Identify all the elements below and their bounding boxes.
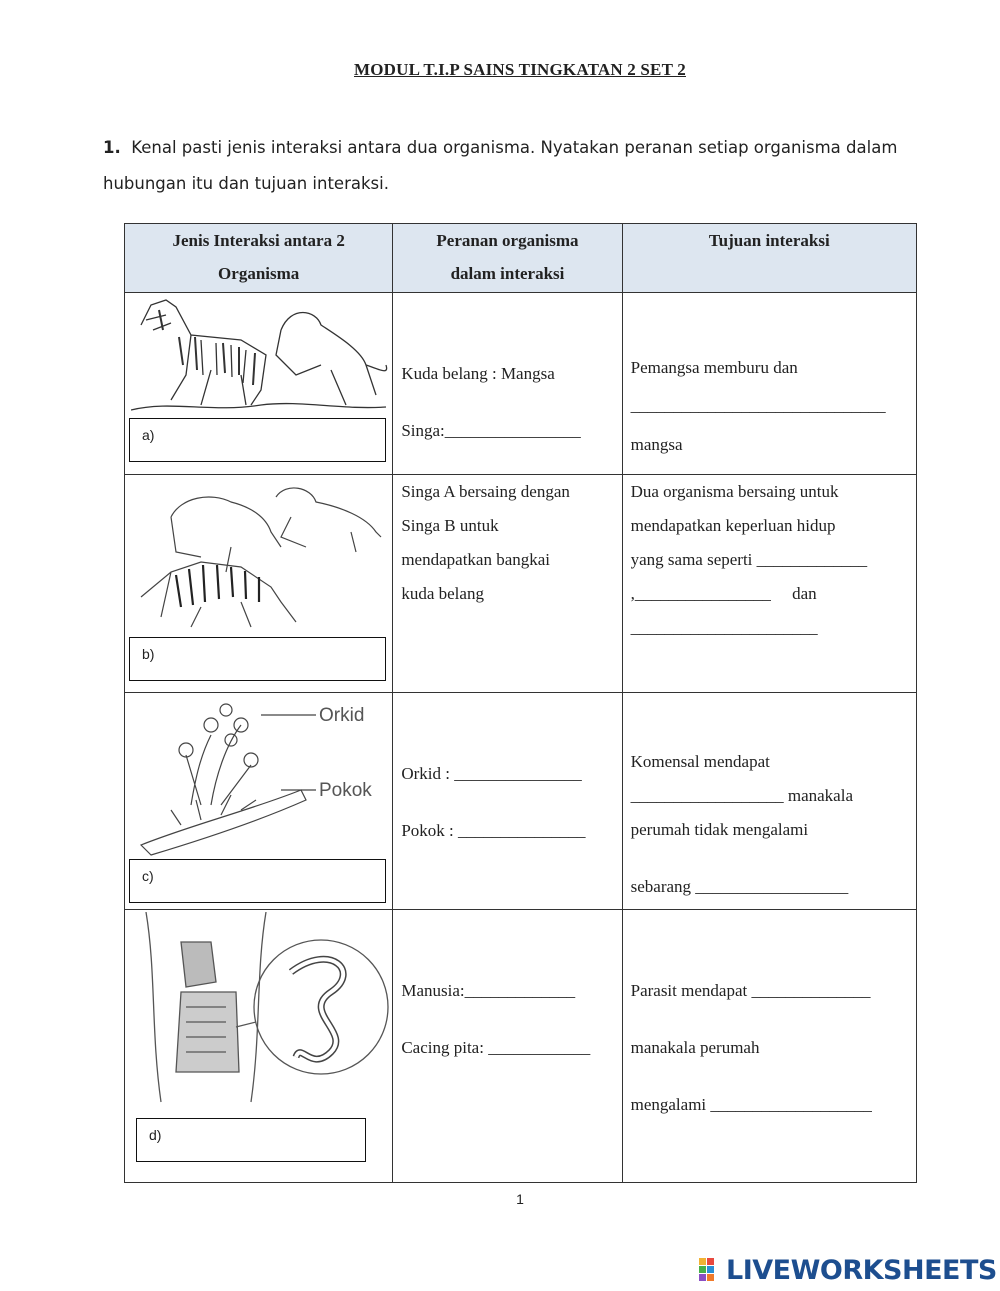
image-cell-a [125,293,393,475]
lions-competing-illustration [131,477,391,632]
page-number: 1 [516,1191,524,1207]
purpose-line: Parasit mendapat ______________ [630,981,871,1000]
interaction-table [124,223,917,1183]
orchid-tree-illustration [131,695,391,860]
question-text-line2: hubungan itu dan tujuan interaksi. [103,174,389,193]
purpose-line: mangsa [630,435,683,454]
answer-box-b[interactable]: b) [129,637,386,681]
answer-box-a[interactable]: a) [129,418,386,462]
purpose-line: Pemangsa memburu dan [630,358,798,377]
liveworksheets-logo-icon [698,1257,724,1283]
role-cell-c [393,693,622,910]
header-interaction-type: Jenis Interaksi antara 2 Organisma [125,224,393,293]
table-row [125,475,917,693]
logo-text: LIVEWORKSHEETS [726,1254,997,1286]
header-purpose: Tujuan interaksi [622,224,916,293]
role-line: Singa B untuk [401,516,499,535]
orchid-image-label: Orkid [319,705,365,726]
answer-box-d[interactable]: d) [136,1118,366,1162]
question-number: 1. [103,138,121,157]
table-row [125,293,917,475]
purpose-line: ______________________ [630,618,818,637]
purpose-cell-a [622,293,916,475]
role-line: Singa A bersaing dengan [401,482,570,501]
table-header-row [125,224,917,293]
image-cell-c [125,693,393,910]
purpose-line: sebarang __________________ [630,877,849,896]
role-line: Manusia:_____________ [401,981,576,1000]
purpose-line: __________________ manakala [630,786,853,805]
purpose-line: yang sama seperti _____________ [630,550,868,569]
purpose-line: manakala perumah [630,1038,760,1057]
role-line: Cacing pita: ____________ [401,1038,591,1057]
role-line: Kuda belang : Mangsa [401,364,555,383]
image-cell-d [125,910,393,1183]
role-cell-a [393,293,622,475]
role-line: kuda belang [401,584,484,603]
answer-box-c[interactable]: c) [129,859,386,903]
page-title: MODUL T.I.P SAINS TINGKATAN 2 SET 2 [354,60,686,79]
purpose-cell-d [622,910,916,1183]
question-text-line1: Kenal pasti jenis interaksi antara dua organisma. Nyatakan peranan setiap organisma dalam [131,138,898,157]
role-line: Orkid : _______________ [401,764,582,783]
purpose-cell-b [622,475,916,693]
purpose-line: mengalami ___________________ [630,1095,872,1114]
role-cell-d [393,910,622,1183]
purpose-line: Komensal mendapat [630,752,770,771]
table-row [125,693,917,910]
tapeworm-human-illustration [131,912,391,1107]
purpose-line: Dua organisma bersaing untuk [630,482,839,501]
header-organism-role: Peranan organisma dalam interaksi [393,224,622,293]
tree-image-label: Pokok [319,780,372,801]
purpose-line: ,________________ dan [630,584,817,603]
role-line: Singa:________________ [401,421,581,440]
purpose-line: mendapatkan keperluan hidup [630,516,836,535]
liveworksheets-logo[interactable] [698,1255,997,1285]
role-line: Pokok : _______________ [401,821,586,840]
table-row [125,910,917,1183]
role-cell-b [393,475,622,693]
purpose-cell-c [622,693,916,910]
question-1 [103,130,923,202]
purpose-line: perumah tidak mengalami [630,820,809,839]
purpose-line: ______________________________ [630,396,886,415]
zebra-lion-illustration [131,295,391,420]
role-line: mendapatkan bangkai [401,550,551,569]
image-cell-b [125,475,393,693]
